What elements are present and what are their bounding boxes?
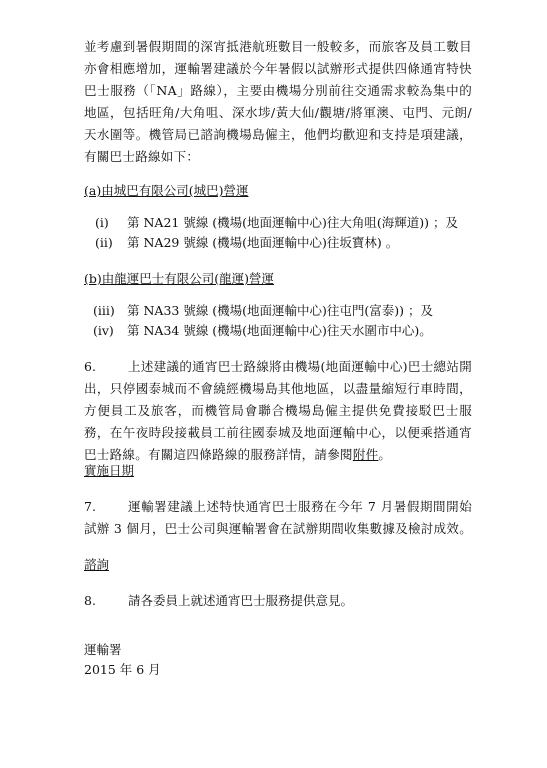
route-na21: 第 NA21 號線 (機場(地面運輸中心)往大角咀(海輝道)) ；及	[127, 215, 459, 230]
intro-paragraph: 並考慮到暑假期間的深宵抵港航班數目一般較多，而旅客及員工數目亦會相應增加，運輸署建議於今年暑假以試辦形式提供四條通宵特快巴士服務（「NA」路線），主要由機場分別前往交通需求較為集中的地區，包括旺角/大角咀、深水埗/黃大仙/觀塘/將軍澳、屯門、元朗/天水圍等。機管局已諮詢機場島僱主，他們均歡迎和支持是項建議，有關巴士路線如下：	[84, 39, 472, 164]
group-b-heading: (b)由龍運巴士有限公司(龍運)營運	[84, 271, 275, 286]
para8-body: 請各委員上就述通宵巴士服務提供意見。	[128, 593, 354, 608]
para6-text: 上述建議的通宵巴士路線將由機場(地面運輸中心)巴士總站開出，只停國泰城而不會繞經機場島其他地區，以盡量縮短行車時間，方便員工及旅客，而機管局會聯合機場島僱主提供免費接駁巴士服務，在午夜時段接載員工前往國泰城及地面運輸中心，以便乘搭通宵巴士路線。有關這四條路線的服務詳情，請參閱	[84, 359, 472, 462]
footer-date: 2015 年 6 月	[84, 662, 161, 677]
footer-department: 運輸署	[84, 642, 122, 657]
route-iii-num: (iii)	[93, 303, 115, 318]
annex-link[interactable]: 附件	[352, 447, 379, 462]
para7-body: 運輸署建議上述特快通宵巴士服務在今年 7 月暑假期間開始試辦 3 個月，巴士公司與運輸署會在試辦期間收集數據及檢討成效。	[84, 499, 473, 536]
para6-number: 6.	[84, 359, 96, 374]
section-consultation-heading: 諮詢	[84, 557, 110, 572]
section-implementation-heading: 實施日期	[84, 463, 135, 478]
para6-end: 。	[378, 447, 392, 462]
route-iv-num: (iv)	[93, 323, 114, 338]
route-i-num: (i)	[95, 215, 109, 230]
para6-body	[84, 356, 472, 466]
para8-number: 8.	[84, 593, 96, 608]
route-na34: 第 NA34 號線 (機場(地面運輸中心)往天水圍市中心)。	[127, 323, 432, 338]
route-na33: 第 NA33 號線 (機場(地面運輸中心)往屯門(富泰)) ；及	[127, 303, 434, 318]
route-ii-num: (ii)	[95, 235, 113, 250]
para7-number: 7.	[84, 499, 96, 514]
group-a-heading: (a)由城巴有限公司(城巴)營運	[84, 183, 249, 198]
route-na29: 第 NA29 號線 (機場(地面運輸中心)往坂寶林) 。	[127, 235, 399, 250]
